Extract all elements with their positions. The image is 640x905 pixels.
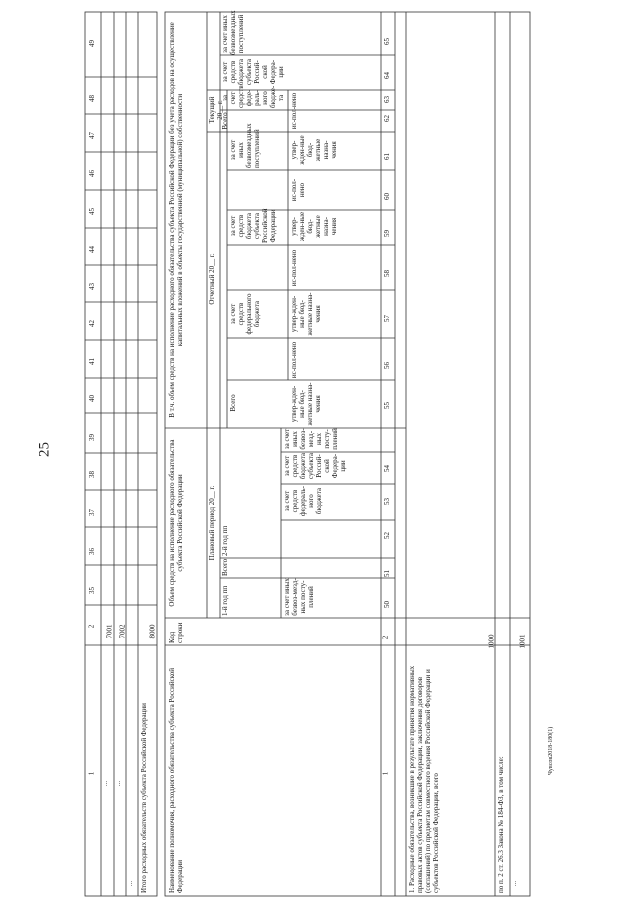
col-number: 55: [383, 402, 391, 409]
header-cell: 1: [87, 771, 96, 776]
header-cell: 2: [87, 624, 96, 629]
approved-header: утвер-жден-ные бюд-жетные назна-чения: [290, 135, 338, 165]
col-number: 61: [383, 153, 391, 160]
header-cell: 38: [88, 471, 96, 478]
col-code-header: Код строки: [168, 622, 184, 643]
col-number: 2: [381, 635, 390, 640]
approved-header: утвер-жден-ные бюд-жетные назна-чения: [290, 292, 322, 336]
executed-header: ис-пол-нено: [290, 341, 298, 379]
col-number: 51: [383, 570, 391, 577]
other-free2-header: за счет иных безвоз-мезд-ных посту-плений: [283, 428, 339, 450]
col-number: 57: [383, 315, 391, 322]
row-name: ...: [126, 880, 135, 887]
cur-subj-header: за счет средств бюджета субъекта Россий-ской Федера-ции: [221, 58, 285, 86]
year2-header: 2-й год пп: [221, 525, 229, 556]
header-cell: 45: [88, 208, 96, 215]
col-number: 63: [383, 96, 391, 103]
total-header: Всего: [229, 394, 237, 412]
cur-fed-header: за счет средств феде-раль-ного бюдже-та: [221, 85, 285, 108]
other-free-header: за счет иных безвоз-мезд-ных посту-плений: [283, 578, 315, 616]
approved-header: утвер-жден-ные бюд-жетные назна-чения: [290, 211, 338, 242]
other-short-header: за счет иных безвозмездных поступлений: [229, 123, 261, 168]
subj-budget-header: за счет средств бюджета субъекта Россий-ской Федера-ции: [283, 452, 347, 480]
total-header: Всего: [221, 558, 229, 576]
executed-header: ис-пол-нено: [290, 249, 298, 287]
header-cell: 49: [88, 40, 96, 47]
year1-header: 1-й год пп: [221, 585, 229, 616]
col-number: 60: [383, 193, 391, 200]
row-code: 7001: [105, 624, 114, 639]
header-cell: 40: [88, 395, 96, 402]
header-cell: 42: [88, 320, 96, 327]
col-number: 1: [381, 771, 390, 776]
col-number: 65: [383, 38, 391, 45]
col-number: 53: [383, 498, 391, 505]
row-name: ...: [510, 880, 519, 887]
row-name: 1. Расходные обязательства, возникшие в результате принятия нормативных правовых актов субъекта Российской Федерации, заключения договоров (соглашений) по предметам совместного ведения Российской Федерации и субъектов Российской Федерации, всего: [408, 665, 440, 893]
planned-group-header: Объем средств на исполнение расходного обязательства субъекта Российской Федерации: [168, 439, 184, 607]
fed-short-header: за счет средств федерального бюджета: [229, 293, 261, 335]
col-number: 54: [383, 465, 391, 472]
row-name: по п. 2 ст. 26.3 Закона № 184-ФЗ, в том числе:: [497, 756, 505, 893]
header-cell: 37: [88, 509, 96, 516]
header-cell: 47: [88, 132, 96, 139]
header-cell: 44: [88, 246, 96, 253]
col-name-header: Наименование полномочия, расходного обязательства субъекта Российской Федерации: [168, 668, 184, 893]
col-number: 59: [383, 230, 391, 237]
other-short-header: за счет иных безвозмездных поступлений: [221, 10, 245, 55]
header-cell: 36: [88, 548, 96, 555]
current-header: Текущий 20__ г.: [208, 96, 224, 124]
row-code: 1001: [518, 634, 527, 649]
row-code: 1000: [487, 634, 496, 649]
header-cell: 41: [88, 358, 96, 365]
approved-header: утвер-жден-ные бюд-жетные назна-чения: [290, 382, 322, 426]
executed-header: ис-пол-нено: [290, 178, 306, 202]
incl-group-header: В т.ч. объем средств на исполнение расходного обязательства субъекта Российской Федерации без учета расходов на осуществление капитальных вложений в объекты государственной (муниципальной) собственности: [168, 22, 184, 418]
row-code: 7002: [118, 624, 127, 639]
header-cell: 39: [88, 434, 96, 441]
header-cell: 46: [88, 170, 96, 177]
planned-period: Плановый период 20__ г.: [208, 485, 216, 561]
subj-short-header: за счет средств бюджета субъекта Российской Федерации: [229, 208, 277, 243]
footer-code: Чувсов2018-180(1): [548, 726, 554, 775]
col-number: 64: [383, 72, 391, 79]
header-cell: 35: [88, 587, 96, 594]
col-number: 50: [383, 601, 391, 608]
row-name: ...: [101, 780, 110, 787]
reporting-header: Отчетный 20__ г.: [208, 253, 216, 305]
row-name: ...: [114, 780, 123, 787]
col-number: 52: [383, 532, 391, 539]
col-number: 62: [383, 115, 391, 122]
col-number: 56: [383, 362, 391, 369]
total-row-name: Итого расходных обязательств субъекта Российской Федерации: [140, 703, 148, 893]
executed-header: ис-пол-нено: [290, 92, 298, 130]
page-number: 25: [36, 442, 53, 457]
total-header: Всего: [221, 112, 229, 130]
col-number: 58: [383, 270, 391, 277]
row-code: 8000: [148, 624, 157, 639]
fed-budget-header: за счет средств федераль-ного бюджета: [283, 486, 323, 516]
header-cell: 48: [88, 95, 96, 102]
header-cell: 43: [88, 283, 96, 290]
